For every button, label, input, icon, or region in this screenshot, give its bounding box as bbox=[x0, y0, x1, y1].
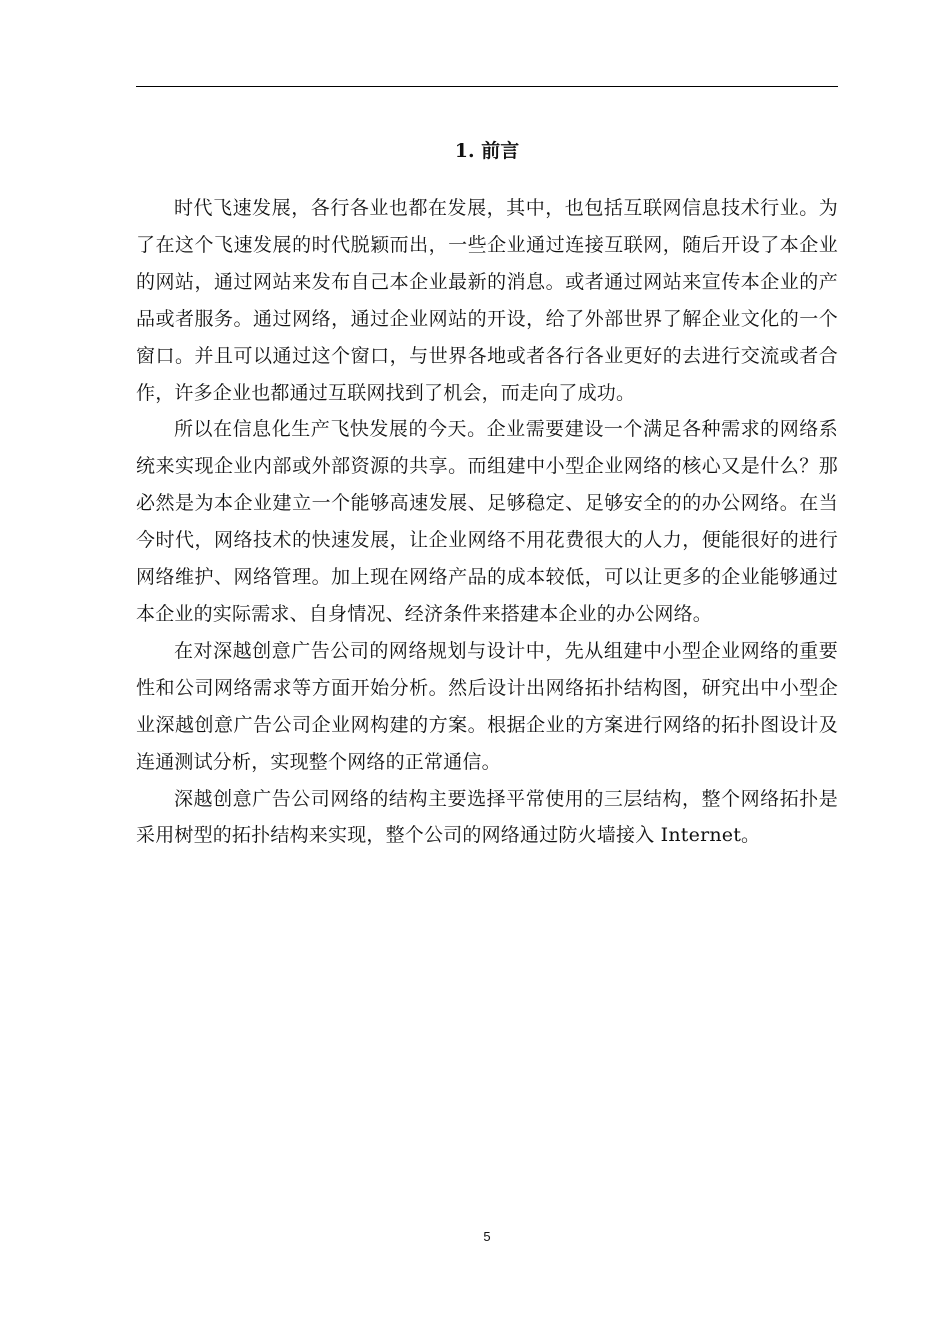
header-rule bbox=[136, 86, 838, 87]
paragraph-1: 时代飞速发展，各行各业也都在发展，其中，也包括互联网信息技术行业。为了在这个飞速发展的时代脱颖而出，一些企业通过连接互联网，随后开设了本企业的网站，通过网站来发布自己本企业最新的消息。或者通过网站来宣传本企业的产品或者服务。通过网络，通过企业网站的开设，给了外部世界了解企业文化的一个窗口。并且可以通过这个窗口，与世界各地或者各行各业更好的去进行交流或者合作，许多企业也都通过互联网找到了机会，而走向了成功。 bbox=[136, 197, 838, 404]
paragraph-4: 深越创意广告公司网络的结构主要选择平常使用的三层结构，整个网络拓扑是采用树型的拓扑结构来实现，整个公司的网络通过防火墙接入 Internet。 bbox=[136, 787, 838, 847]
page-title: 1. 前言 bbox=[454, 140, 520, 162]
page-number: 5 bbox=[483, 1229, 491, 1244]
paragraph-3: 在对深越创意广告公司的网络规划与设计中，先从组建中小型企业网络的重要性和公司网络需求等方面开始分析。然后设计出网络拓扑结构图，研究出中小型企业深越创意广告公司企业网构建的方案。根据企业的方案进行网络的拓扑图设计及连通测试分析，实现整个网络的正常通信。 bbox=[136, 639, 838, 773]
body-text bbox=[136, 190, 838, 854]
paragraph-2: 所以在信息化生产飞快发展的今天。企业需要建设一个满足各种需求的网络系统来实现企业内部或外部资源的共享。而组建中小型企业网络的核心又是什么？那必然是为本企业建立一个能够高速发展、足够稳定、足够安全的的办公网络。在当今时代，网络技术的快速发展，让企业网络不用花费很大的人力，便能很好的进行网络维护、网络管理。加上现在网络产品的成本较低，可以让更多的企业能够通过本企业的实际需求、自身情况、经济条件来搭建本企业的办公网络。 bbox=[136, 418, 838, 625]
